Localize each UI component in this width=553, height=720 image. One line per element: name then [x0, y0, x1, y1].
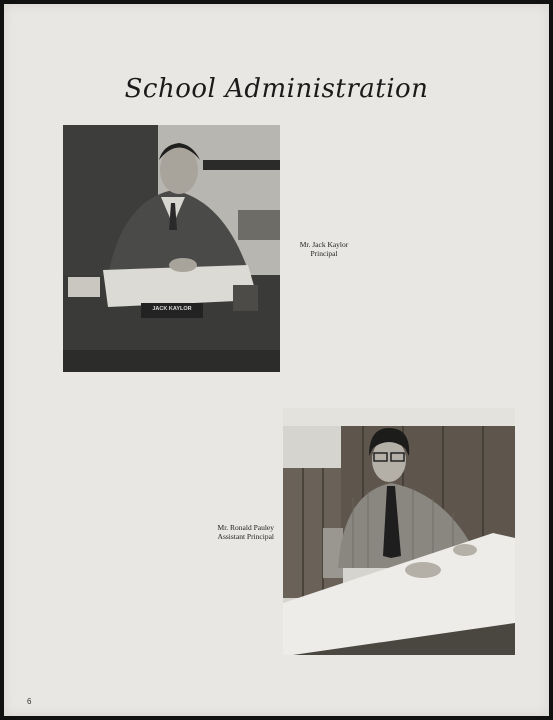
assistant-caption: [196, 523, 274, 541]
page-number: 6: [27, 697, 32, 706]
principal-photo: [63, 125, 280, 372]
principal-name: Mr. Jack Kaylor: [299, 240, 349, 249]
assistant-name: Mr. Ronald Pauley: [217, 523, 274, 532]
assistant-role: Assistant Principal: [217, 532, 274, 541]
assistant-principal-photo: [283, 408, 515, 655]
principal-caption: [289, 240, 359, 258]
desk-nameplate: JACK KAYLOR: [152, 306, 192, 312]
page-title: School Administration: [124, 74, 429, 104]
principal-role: Principal: [310, 249, 338, 258]
